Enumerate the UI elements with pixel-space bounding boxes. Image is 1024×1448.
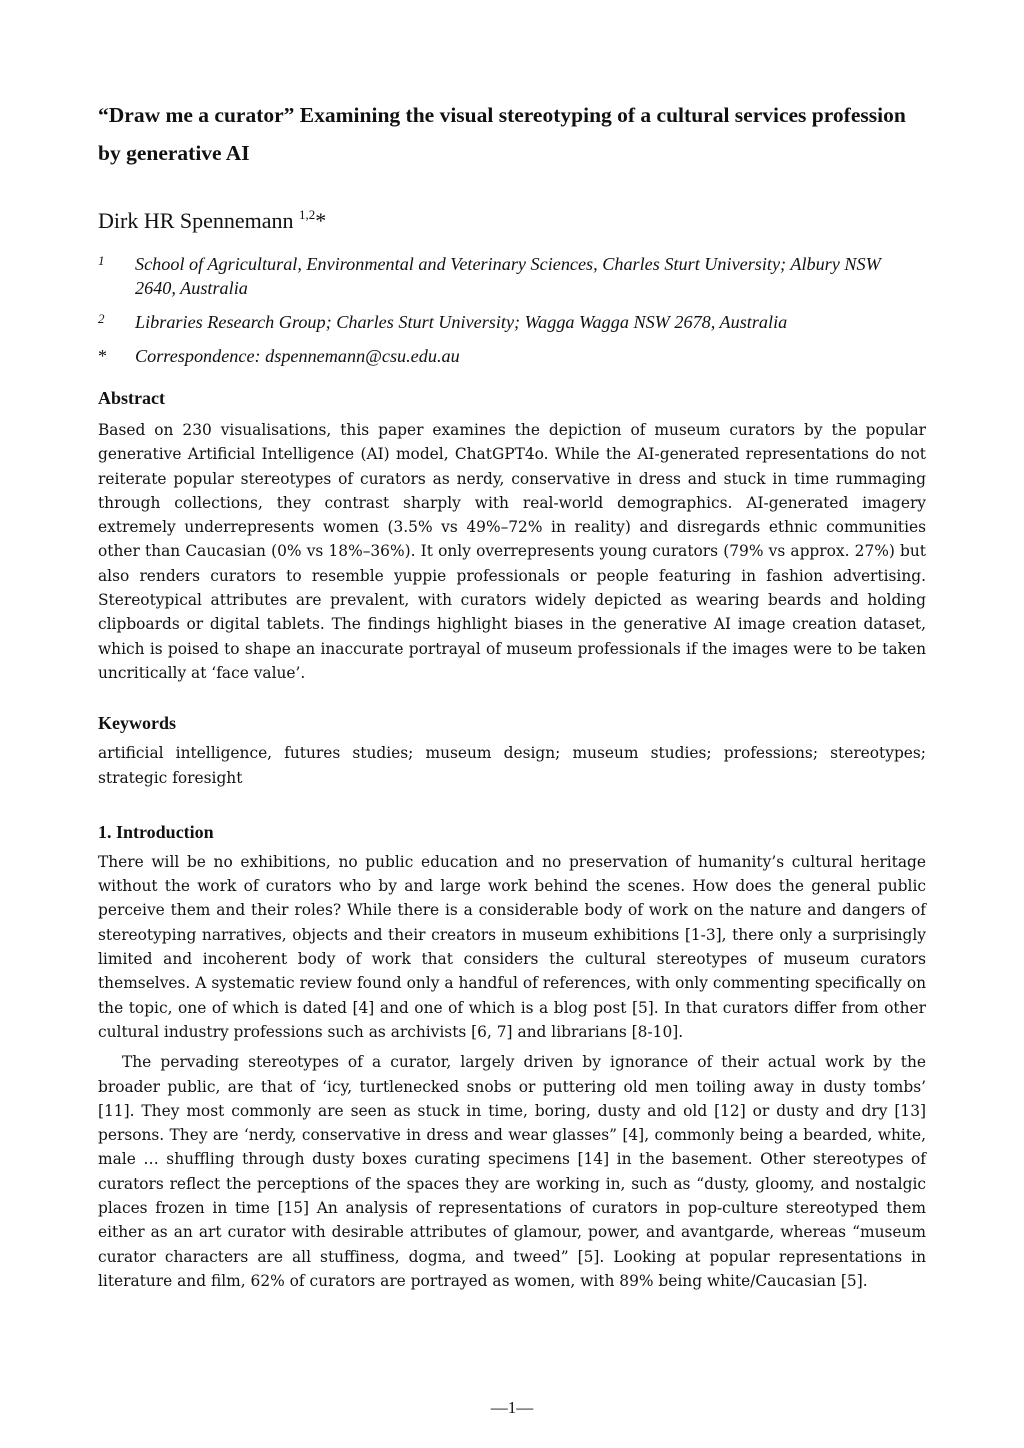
- affiliation-mark: 1: [98, 253, 105, 268]
- introduction-paragraph-1: There will be no exhibitions, no public education and no preservation of humanity’s cultural heritage without the work of curators who by and large work behind the scenes. How does the general public perceive them and their roles? While there is a considerable body of work on the nature and dangers of stereotyping narratives, objects and their creators in museum exhibitions [1-3], there only a surprisingly limited and incoherent body of work that considers the cultural stereotypes of museum curators themselves. A systematic review found only a handful of references, with only commenting specifically on the topic, one of which is dated [4] and one of which is a blog post [5]. In that curators differ from other cultural industry professions such as archivists [6, 7] and librarians [8-10].: [98, 852, 926, 1041]
- affiliation-mark: 2: [98, 311, 105, 326]
- affiliation-text: School of Agricultural, Environmental and Veterinary Sciences, Charles Sturt University; Albury NSW 2640, Australia: [135, 254, 881, 298]
- author-affiliation-marks: 1,2: [299, 207, 316, 222]
- affiliation-1: [98, 252, 926, 300]
- author-correspondence-star: *: [315, 208, 327, 233]
- author-name: Dirk HR Spennemann: [98, 208, 294, 233]
- paper-title: “Draw me a curator” Examining the visual stereotyping of a cultural services profession by generative AI: [98, 103, 906, 165]
- affiliation-mark: *: [98, 346, 107, 366]
- abstract-heading: Abstract: [98, 388, 165, 408]
- page-number: —1—: [490, 1398, 534, 1417]
- abstract-section: [98, 386, 926, 685]
- affiliations: [98, 252, 926, 368]
- keywords-text: artificial intelligence, futures studies; museum design; museum studies; professions; stereotypes; strategic foresight: [98, 744, 926, 787]
- abstract-text: Based on 230 visualisations, this paper examines the depiction of museum curators by the popular generative Artificial Intelligence (AI) model, ChatGPT4o. While the AI-generated representations do not reiterate popular stereotypes of curators as nerdy, conservative in dress and stuck in time rummaging through collections, they contrast sharply with real-world demographics. AI-generated imagery extremely underrepresents women (3.5% vs 49%–72% in reality) and disregards ethnic communities other than Caucasian (0% vs 18%–36%). It only overrepresents young curators (79% vs approx. 27%) but also renders curators to resemble yuppie professionals or people featuring in fashion advertising. Stereotypical attributes are prevalent, with curators widely depicted as wearing beards and holding clipboards or digital tablets. The findings highlight biases in the generative AI image creation dataset, which is poised to shape an inaccurate portrayal of museum professionals if the images were to be taken uncritically at ‘face value’.: [98, 421, 926, 682]
- correspondence: [98, 344, 926, 368]
- author-line: [98, 200, 926, 236]
- introduction-heading: 1. Introduction: [98, 821, 214, 842]
- keywords-heading: Keywords: [98, 713, 176, 734]
- introduction-section: [98, 820, 926, 1293]
- introduction-paragraph-2: The pervading stereotypes of a curator, largely driven by ignorance of their actual work by the broader public, are that of ‘icy, turtlenecked snobs or puttering old men toiling away in dusty tombs’ [11]. They most commonly are seen as stuck in time, boring, dusty and old [12] or dusty and dry [13] persons. They are ‘nerdy, conservative in dress and wear glasses” [4], commonly being a bearded, white, male … shuffling through dusty boxes curating specimens [14] in the basement. Other stereotypes of curators reflect the perceptions of the spaces they are working in, such as “dusty, gloomy, and nostalgic places frozen in time [15] An analysis of representations of curators in pop-culture stereotyped them either as an art curator with desirable attributes of glamour, power, and avantgarde, whereas “museum curator characters are all stuffiness, dogma, and tweed” [5]. Looking at popular representations in literature and film, 62% of curators are portrayed as women, with 89% being white/Caucasian [5].: [98, 1053, 926, 1290]
- correspondence-text: Correspondence: dspennemann@csu.edu.au: [135, 346, 460, 366]
- affiliation-2: [98, 310, 926, 334]
- keywords-section: [98, 711, 926, 790]
- affiliation-text: Libraries Research Group; Charles Sturt University; Wagga Wagga NSW 2678, Australia: [135, 312, 788, 332]
- paper-page: [98, 96, 926, 1293]
